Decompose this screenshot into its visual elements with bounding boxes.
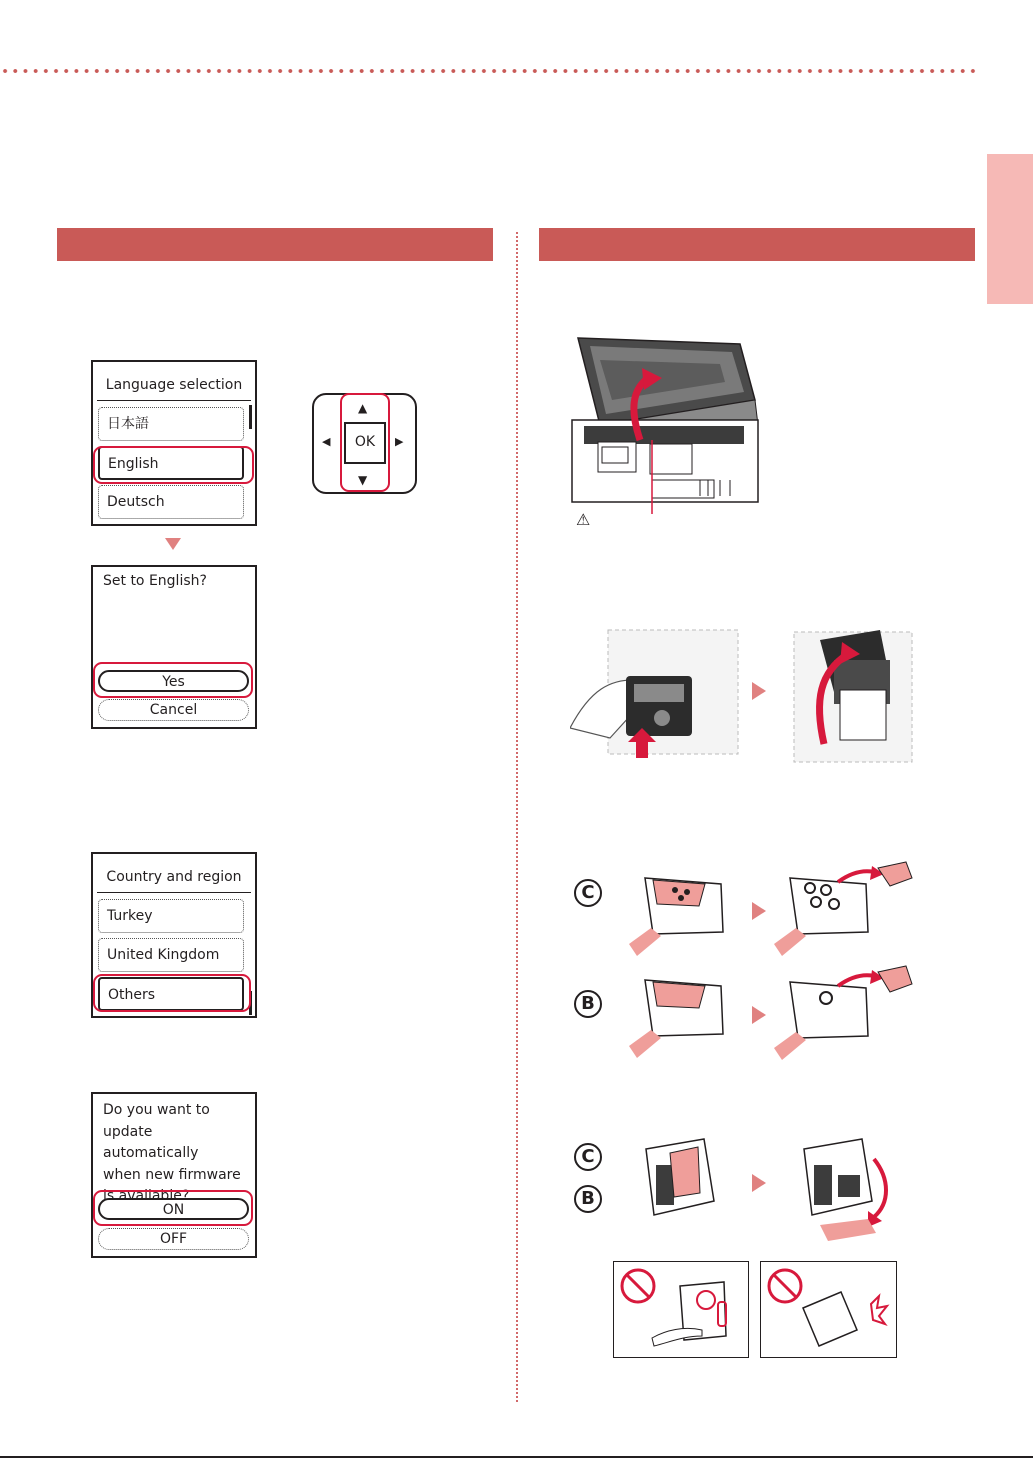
firmware-line-2: update automatically [103, 1123, 199, 1161]
color-cartridge-label: C [574, 879, 602, 907]
step-arrow [752, 1174, 766, 1192]
screen-title: Language selection [105, 377, 243, 393]
on-button[interactable]: ON [98, 1198, 249, 1220]
section-header-left [57, 228, 493, 261]
title-divider [97, 892, 251, 893]
step-arrow [752, 902, 766, 920]
firmware-line-4: is available? [103, 1188, 190, 1204]
yes-button[interactable]: Yes [98, 670, 249, 692]
language-option-english[interactable]: English [98, 446, 244, 480]
language-option-deutsch[interactable]: Deutsch [98, 485, 244, 519]
selection-highlight [93, 446, 254, 484]
left-button[interactable]: ◀ [322, 435, 331, 448]
country-option-turkey[interactable]: Turkey [98, 899, 244, 933]
do-not-drop-warning [760, 1261, 897, 1358]
confirm-language-screen [91, 565, 257, 729]
country-option-others[interactable]: Others [98, 977, 244, 1011]
do-not-drop-illustration [761, 1262, 896, 1357]
color-cartridge-cap-removed-illustration [770, 858, 915, 958]
section-header-right [539, 228, 975, 261]
operation-panel-keypad [312, 393, 417, 494]
ok-button[interactable]: OK [344, 422, 386, 464]
firmware-line-1: Do you want to [103, 1102, 210, 1118]
step-arrow [752, 682, 766, 700]
cartridge-tape-removed-illustration [798, 1135, 898, 1247]
up-button[interactable]: ▲ [358, 401, 368, 415]
black-cartridge-cap-on-illustration [625, 970, 730, 1060]
do-not-touch-illustration [614, 1262, 748, 1357]
caution-icon: ⚠ [576, 510, 591, 529]
black-cartridge-label: B [574, 1185, 602, 1213]
column-divider [516, 232, 518, 1402]
screen-title: Country and region [106, 869, 242, 885]
black-cartridge-cap-removed-illustration [770, 962, 915, 1062]
color-cartridge-label: C [574, 1143, 602, 1171]
language-option-japanese[interactable]: 日本語 [98, 407, 244, 441]
others-highlight [93, 974, 251, 1012]
on-highlight [93, 1190, 253, 1226]
language-side-tab [987, 154, 1033, 304]
screen-scrollbar[interactable] [249, 405, 252, 429]
color-cartridge-cap-on-illustration [625, 868, 730, 958]
cancel-button[interactable]: Cancel [98, 699, 249, 721]
title-divider [97, 400, 251, 401]
printer-open-scanner-illustration [560, 330, 770, 515]
firmware-line-3: when new firmware [103, 1166, 241, 1183]
do-not-touch-contacts-warning [613, 1261, 749, 1358]
firmware-update-screen [91, 1092, 257, 1258]
language-selection-screen [91, 360, 257, 526]
step-arrow [752, 1006, 766, 1024]
down-button[interactable]: ▼ [358, 473, 368, 487]
raise-lock-cover-illustration [790, 620, 914, 765]
cartridge-tape-on-illustration [640, 1135, 720, 1225]
push-joint-lever-illustration [570, 620, 742, 760]
off-button[interactable]: OFF [98, 1228, 249, 1250]
next-step-arrow [165, 538, 181, 550]
top-dotted-rule [0, 67, 980, 75]
right-button[interactable]: ▶ [395, 435, 404, 448]
yes-highlight [93, 662, 253, 698]
country-option-united-kingdom[interactable]: United Kingdom [98, 938, 244, 972]
confirm-question: Set to English? [103, 573, 207, 589]
black-cartridge-label: B [574, 990, 602, 1018]
